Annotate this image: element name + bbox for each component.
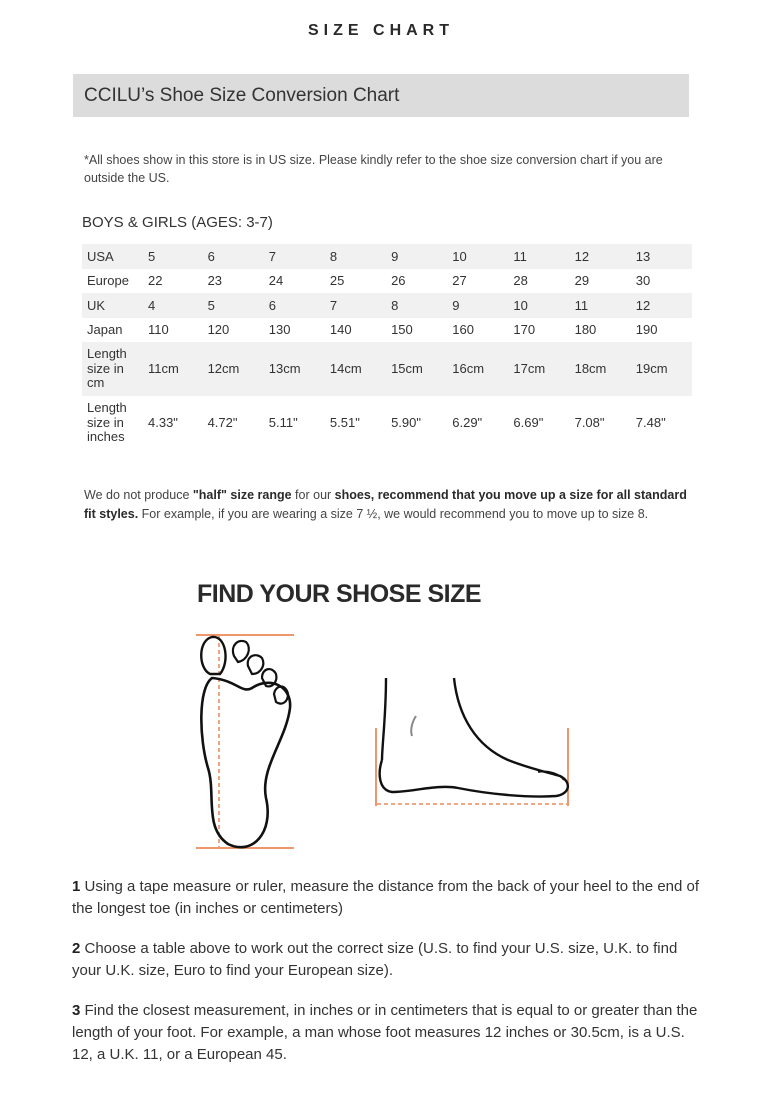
table-row (82, 269, 692, 294)
table-cell: 130 (268, 322, 291, 338)
table-cell: 19cm (631, 342, 692, 396)
row-label: Japan (87, 322, 123, 338)
table-cell: 15cm (386, 342, 447, 396)
row-label: Length size in inches (87, 400, 127, 445)
step-1: 1 Using a tape measure or ruler, measure the distance from the back of your heel to the end of the longest toe (in inches or centimeters) (72, 878, 700, 917)
toe-2 (233, 641, 249, 662)
step-2: 2 Choose a table above to work out the correct size (U.S. to find your U.S. size, U.K. to find your U.K. size, Euro to find your European size). (72, 940, 678, 979)
table-cell: 13cm (264, 342, 325, 396)
table-cell: 140 (329, 322, 352, 338)
table-cell: 6.69" (513, 414, 544, 430)
table-cell: 6 (264, 293, 325, 318)
table-cell: 17cm (508, 342, 569, 396)
measurement-steps (72, 876, 702, 1084)
row-label: Europe (87, 273, 129, 289)
table-cell: 4.72" (207, 414, 238, 430)
table-cell: 7.08" (574, 414, 605, 430)
table-cell: 13 (631, 244, 692, 269)
table-row (82, 318, 692, 343)
row-label: Length size in cm (82, 342, 143, 396)
table-cell: 11 (508, 244, 569, 269)
table-row (82, 342, 692, 396)
table-cell: 7 (264, 244, 325, 269)
table-cell: 110 (148, 322, 169, 338)
row-label: UK (82, 293, 143, 318)
table-cell: 9 (447, 293, 508, 318)
table-cell: 5 (143, 244, 203, 269)
step-3: 3 Find the closest measurement, in inches or in centimeters that is equal to or greater than the length of your foot. For example, a man whose foot measures 12 inches or 30.5cm, is a U.S. 12, a U.K. 11, or a European 45. (72, 1002, 698, 1063)
table-cell: 25 (329, 273, 345, 289)
table-cell: 12cm (203, 342, 264, 396)
table-cell: 9 (386, 244, 447, 269)
ankle-mark (411, 716, 416, 736)
table-cell: 10 (508, 293, 569, 318)
toe-detail (538, 771, 564, 780)
table-cell: 24 (268, 273, 284, 289)
table-cell: 28 (513, 273, 528, 289)
size-conversion-table (82, 244, 692, 450)
toe-5 (274, 687, 288, 704)
toe-3 (248, 655, 264, 674)
table-cell: 6 (203, 244, 264, 269)
table-cell: 27 (452, 273, 467, 289)
table-cell: 30 (635, 273, 651, 289)
table-cell: 5 (203, 293, 264, 318)
table-cell: 14cm (325, 342, 386, 396)
table-cell: 160 (452, 322, 474, 338)
find-size-title: FIND YOUR SHOSE SIZE (197, 580, 482, 608)
table-cell: 29 (574, 273, 590, 289)
table-cell: 170 (513, 322, 536, 338)
row-label: USA (82, 244, 143, 269)
table-cell: 26 (391, 273, 406, 289)
foot-sole-illustration (190, 628, 300, 854)
table-cell: 4.33" (148, 414, 178, 430)
table-cell: 7.48" (635, 414, 666, 430)
table-row (82, 396, 692, 450)
table-row (82, 293, 692, 318)
table-cell: 190 (635, 322, 658, 338)
table-cell: 11 (570, 293, 631, 318)
section-title: BOYS & GIRLS (AGES: 3-7) (82, 214, 273, 231)
table-cell: 5.90" (391, 414, 421, 430)
heel-line (382, 678, 386, 760)
table-cell: 7 (325, 293, 386, 318)
table-cell: 6.29" (452, 414, 483, 430)
us-size-note: *All shoes show in this store is in US size. Please kindly refer to the shoe size conversion chart if you are outside the US. (84, 153, 663, 185)
table-row (82, 244, 692, 269)
foot-outline (380, 678, 568, 797)
big-toe (201, 637, 225, 674)
table-cell: 4 (143, 293, 203, 318)
page-title: SIZE CHART (308, 22, 454, 39)
banner-title: CCILU’s Shoe Size Conversion Chart (84, 84, 400, 106)
table-cell: 5.11" (268, 414, 298, 430)
table-cell: 150 (391, 322, 413, 338)
table-cell: 8 (325, 244, 386, 269)
foot-side-illustration (368, 676, 578, 812)
table-cell: 10 (447, 244, 508, 269)
table-cell: 12 (631, 293, 692, 318)
table-cell: 8 (386, 293, 447, 318)
table-cell: 18cm (570, 342, 631, 396)
table-cell: 120 (207, 322, 230, 338)
table-cell: 12 (570, 244, 631, 269)
table-cell: 16cm (447, 342, 508, 396)
table-cell: 180 (574, 322, 597, 338)
table-cell: 5.51" (329, 414, 360, 430)
chart-banner (73, 74, 689, 117)
table-cell: 22 (148, 273, 163, 289)
table-cell: 23 (207, 273, 223, 289)
half-size-note: We do not produce "half" size range for our shoes, recommend that you move up a size for all standard fit styles. For example, if you are wearing a size 7 ½, we would recommend you to move up to size 8. (84, 488, 687, 521)
table-cell: 11cm (143, 342, 203, 396)
